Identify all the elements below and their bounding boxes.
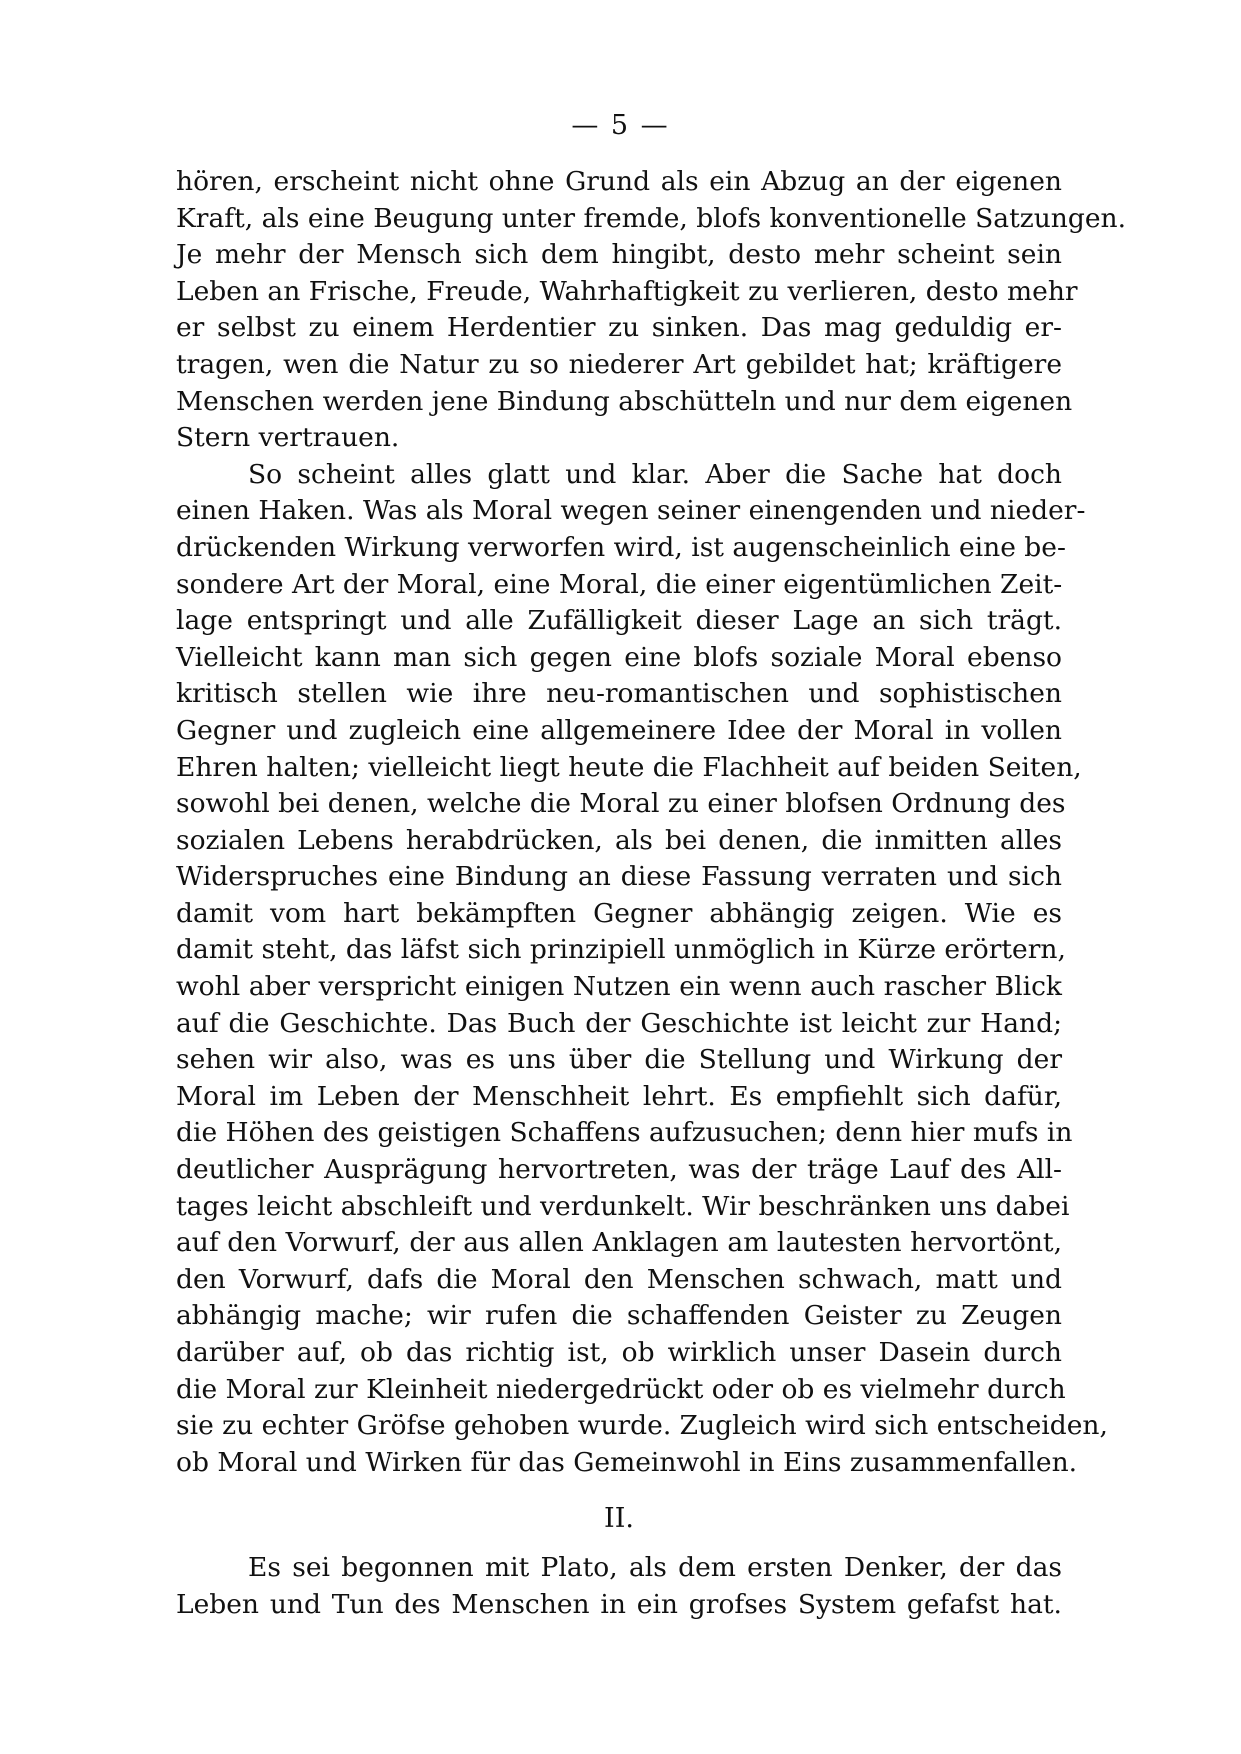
text-line: lage entspringt und alle Zufälligkeit dieser Lage an sich trägt.: [176, 605, 1062, 637]
text-line: Leben an Frische, Freude, Wahrhaftigkeit zu verlieren, desto mehr: [176, 275, 1078, 307]
section-heading: II.: [604, 1503, 634, 1535]
text-line: sowohl bei denen, welche die Moral zu einer blofsen Ordnung des: [176, 788, 1066, 820]
text-line: den Vorwurf, dafs die Moral den Menschen schwach, matt und: [176, 1263, 1062, 1295]
text-line: darüber auf, ob das richtig ist, ob wirklich unser Dasein durch: [176, 1337, 1062, 1368]
text-line: einen Haken. Was als Moral wegen seiner einengenden und nieder-: [176, 495, 1086, 527]
text-line: sie zu echter Gröfse gehoben wurde. Zugleich wird sich entscheiden,: [176, 1410, 1108, 1442]
text-line: tragen, wen die Natur zu so niederer Art gebildet hat; kräftigere: [176, 348, 1062, 380]
page-number: — 5 —: [571, 110, 670, 141]
paragraph-3: [176, 1550, 1062, 1623]
text-line: kritisch stellen wie ihre neu-romantischen und sophistischen: [176, 678, 1062, 710]
text-line: Es sei begonnen mit Plato, als dem ersten Denker, der das: [248, 1551, 1062, 1583]
text-line: Je mehr der Mensch sich dem hingibt, desto mehr scheint sein: [176, 239, 1062, 271]
paragraph-2: [176, 457, 1108, 1482]
text-line: auf die Geschichte. Das Buch der Geschichte ist leicht zur Hand;: [176, 1007, 1062, 1039]
text-line: Leben und Tun des Menschen in ein grofses System gefafst hat.: [176, 1588, 1062, 1620]
text-line: ob Moral und Wirken für das Gemeinwohl in Eins zusammenfallen.: [176, 1446, 1078, 1478]
text-line: sehen wir also, was es uns über die Stellung und Wirkung der: [176, 1044, 1062, 1076]
text-line: Gegner und zugleich eine allgemeinere Idee der Moral in vollen: [176, 714, 1062, 746]
body-text: [176, 164, 1126, 1623]
text-line: sozialen Lebens herabdrücken, als bei denen, die inmitten alles: [176, 824, 1062, 856]
text-line: Ehren halten; vielleicht liegt heute die Flachheit auf beiden Seiten,: [176, 751, 1082, 783]
text-line: abhängig mache; wir rufen die schaffenden Geister zu Zeugen: [176, 1300, 1062, 1332]
text-line: sondere Art der Moral, eine Moral, die einer eigentümlichen Zeit-: [176, 568, 1063, 600]
paragraph-1: [176, 164, 1126, 457]
text-line: damit vom hart bekämpften Gegner abhängig zeigen. Wie es: [176, 897, 1062, 929]
text-line: die Moral zur Kleinheit niedergedrückt oder ob es vielmehr durch: [176, 1373, 1066, 1405]
text-line: er selbst zu einem Herdentier zu sinken. Das mag geduldig er-: [176, 312, 1062, 344]
text-line: drückenden Wirkung verworfen wird, ist augenscheinlich eine be-: [176, 531, 1066, 563]
text-line: auf den Vorwurf, der aus allen Anklagen am lautesten hervortönt,: [176, 1227, 1062, 1259]
text-line: Menschen werden jene Bindung abschütteln und nur dem eigenen: [176, 385, 1073, 417]
text-line: tages leicht abschleift und verdunkelt. Wir beschränken uns dabei: [176, 1190, 1070, 1222]
text-line: deutlicher Ausprägung hervortreten, was der träge Lauf des All-: [176, 1154, 1062, 1186]
text-line: Kraft, als eine Beugung unter fremde, blofs konventionelle Satzungen.: [176, 202, 1126, 234]
text-line: Moral im Leben der Menschheit lehrt. Es empfiehlt sich dafür,: [176, 1080, 1062, 1112]
text-line: Widerspruches eine Bindung an diese Fassung verraten und sich: [176, 861, 1062, 893]
text-line: hören, erscheint nicht ohne Grund als ein Abzug an der eigenen: [176, 166, 1062, 197]
text-line: wohl aber verspricht einigen Nutzen ein wenn auch rascher Blick: [176, 971, 1062, 1003]
text-line: die Höhen des geistigen Schaffens aufzusuchen; denn hier mufs in: [176, 1117, 1073, 1149]
text-line: damit steht, das läfst sich prinzipiell unmöglich in Kürze erörtern,: [176, 934, 1066, 966]
text-line: Stern vertrauen.: [176, 422, 400, 454]
text-line: So scheint alles glatt und klar. Aber die Sache hat doch: [248, 458, 1062, 490]
text-line: Vielleicht kann man sich gegen eine blofs soziale Moral ebenso: [176, 641, 1062, 673]
